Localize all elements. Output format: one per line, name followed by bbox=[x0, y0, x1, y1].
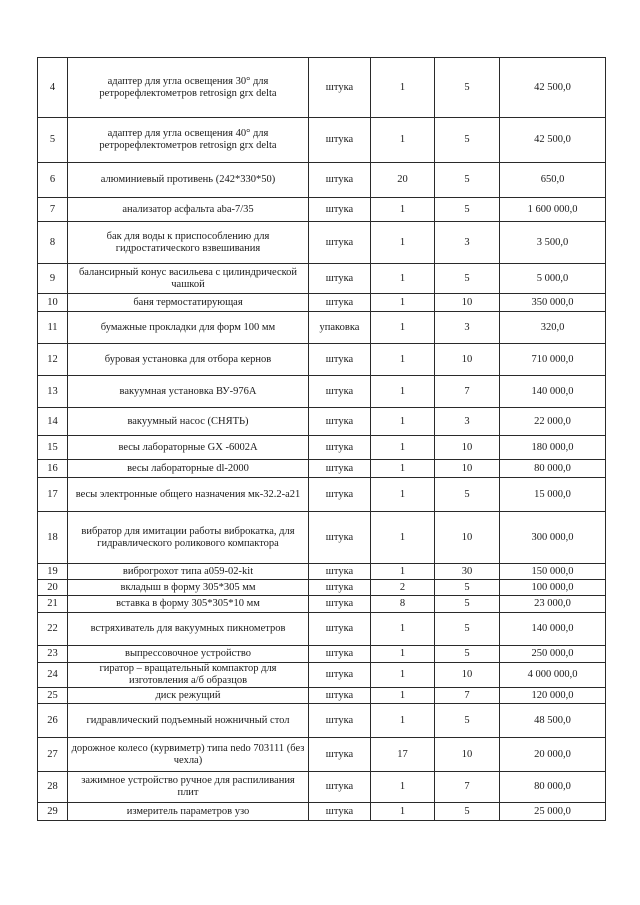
price-cell: 120 000,0 bbox=[500, 688, 606, 704]
row-number-cell: 16 bbox=[38, 460, 68, 478]
quantity-cell: 1 bbox=[371, 704, 435, 738]
table-row bbox=[38, 344, 606, 376]
price-cell: 80 000,0 bbox=[500, 460, 606, 478]
service-life-cell: 5 bbox=[435, 704, 500, 738]
quantity-cell: 1 bbox=[371, 222, 435, 264]
price-cell: 80 000,0 bbox=[500, 772, 606, 803]
quantity-cell: 1 bbox=[371, 294, 435, 312]
quantity-cell: 1 bbox=[371, 688, 435, 704]
unit-of-measure-cell: штука bbox=[309, 688, 371, 704]
unit-of-measure-cell: штука bbox=[309, 294, 371, 312]
price-cell: 22 000,0 bbox=[500, 408, 606, 436]
price-cell: 650,0 bbox=[500, 163, 606, 198]
quantity-cell: 1 bbox=[371, 264, 435, 294]
quantity-cell: 8 bbox=[371, 596, 435, 613]
row-number-cell: 21 bbox=[38, 596, 68, 613]
item-name-cell: вибратор для имитации работы виброкатка, для гидравлического роликового компактора bbox=[68, 512, 309, 564]
table-row bbox=[38, 198, 606, 222]
price-cell: 5 000,0 bbox=[500, 264, 606, 294]
table-row bbox=[38, 264, 606, 294]
unit-of-measure-cell: штука bbox=[309, 646, 371, 663]
table-row bbox=[38, 312, 606, 344]
price-cell: 20 000,0 bbox=[500, 738, 606, 772]
service-life-cell: 5 bbox=[435, 163, 500, 198]
item-name-cell: алюминиевый противень (242*330*50) bbox=[68, 163, 309, 198]
row-number-cell: 22 bbox=[38, 613, 68, 646]
table-row bbox=[38, 772, 606, 803]
price-cell: 25 000,0 bbox=[500, 803, 606, 821]
table-row bbox=[38, 436, 606, 460]
table-row bbox=[38, 294, 606, 312]
unit-of-measure-cell: штука bbox=[309, 460, 371, 478]
inventory-table-body bbox=[38, 58, 606, 821]
table-row bbox=[38, 163, 606, 198]
service-life-cell: 10 bbox=[435, 294, 500, 312]
service-life-cell: 7 bbox=[435, 772, 500, 803]
unit-of-measure-cell: штука bbox=[309, 163, 371, 198]
quantity-cell: 1 bbox=[371, 460, 435, 478]
item-name-cell: вакуумный насос (СНЯТЬ) bbox=[68, 408, 309, 436]
price-cell: 710 000,0 bbox=[500, 344, 606, 376]
item-name-cell: встряхиватель для вакуумных пикнометров bbox=[68, 613, 309, 646]
item-name-cell: весы лабораторные dl-2000 bbox=[68, 460, 309, 478]
unit-of-measure-cell: штука bbox=[309, 663, 371, 688]
service-life-cell: 5 bbox=[435, 596, 500, 613]
row-number-cell: 13 bbox=[38, 376, 68, 408]
item-name-cell: весы лабораторные GX -6002А bbox=[68, 436, 309, 460]
inventory-table bbox=[37, 57, 606, 821]
quantity-cell: 1 bbox=[371, 344, 435, 376]
item-name-cell: вакуумная установка ВУ-976А bbox=[68, 376, 309, 408]
item-name-cell: буровая установка для отбора кернов bbox=[68, 344, 309, 376]
row-number-cell: 20 bbox=[38, 580, 68, 596]
row-number-cell: 7 bbox=[38, 198, 68, 222]
quantity-cell: 1 bbox=[371, 198, 435, 222]
item-name-cell: вставка в форму 305*305*10 мм bbox=[68, 596, 309, 613]
price-cell: 4 000 000,0 bbox=[500, 663, 606, 688]
table-row bbox=[38, 460, 606, 478]
table-row bbox=[38, 646, 606, 663]
item-name-cell: адаптер для угла освещения 30° для ретрорефлектометров retrosign grx delta bbox=[68, 58, 309, 118]
unit-of-measure-cell: штука bbox=[309, 222, 371, 264]
quantity-cell: 1 bbox=[371, 118, 435, 163]
price-cell: 350 000,0 bbox=[500, 294, 606, 312]
unit-of-measure-cell: штука bbox=[309, 596, 371, 613]
row-number-cell: 4 bbox=[38, 58, 68, 118]
unit-of-measure-cell: упаковка bbox=[309, 312, 371, 344]
quantity-cell: 1 bbox=[371, 646, 435, 663]
unit-of-measure-cell: штука bbox=[309, 376, 371, 408]
unit-of-measure-cell: штука bbox=[309, 344, 371, 376]
item-name-cell: гидравлический подъемный ножничный стол bbox=[68, 704, 309, 738]
service-life-cell: 10 bbox=[435, 460, 500, 478]
service-life-cell: 10 bbox=[435, 663, 500, 688]
unit-of-measure-cell: штука bbox=[309, 118, 371, 163]
item-name-cell: адаптер для угла освещения 40° для ретрорефлектометров retrosign grx delta bbox=[68, 118, 309, 163]
price-cell: 48 500,0 bbox=[500, 704, 606, 738]
price-cell: 180 000,0 bbox=[500, 436, 606, 460]
table-row bbox=[38, 596, 606, 613]
unit-of-measure-cell: штука bbox=[309, 264, 371, 294]
quantity-cell: 1 bbox=[371, 613, 435, 646]
table-row bbox=[38, 613, 606, 646]
price-cell: 23 000,0 bbox=[500, 596, 606, 613]
price-cell: 1 600 000,0 bbox=[500, 198, 606, 222]
item-name-cell: измеритель параметров узо bbox=[68, 803, 309, 821]
table-row bbox=[38, 222, 606, 264]
table-row bbox=[38, 738, 606, 772]
row-number-cell: 17 bbox=[38, 478, 68, 512]
table-row bbox=[38, 663, 606, 688]
unit-of-measure-cell: штука bbox=[309, 408, 371, 436]
service-life-cell: 5 bbox=[435, 264, 500, 294]
row-number-cell: 8 bbox=[38, 222, 68, 264]
item-name-cell: виброгрохот типа а059-02-kit bbox=[68, 564, 309, 580]
row-number-cell: 9 bbox=[38, 264, 68, 294]
service-life-cell: 10 bbox=[435, 738, 500, 772]
unit-of-measure-cell: штука bbox=[309, 478, 371, 512]
price-cell: 320,0 bbox=[500, 312, 606, 344]
item-name-cell: балансирный конус васильева с цилиндрической чашкой bbox=[68, 264, 309, 294]
quantity-cell: 1 bbox=[371, 312, 435, 344]
unit-of-measure-cell: штука bbox=[309, 738, 371, 772]
quantity-cell: 1 bbox=[371, 512, 435, 564]
unit-of-measure-cell: штука bbox=[309, 512, 371, 564]
unit-of-measure-cell: штука bbox=[309, 198, 371, 222]
quantity-cell: 1 bbox=[371, 376, 435, 408]
table-row bbox=[38, 478, 606, 512]
service-life-cell: 5 bbox=[435, 118, 500, 163]
row-number-cell: 26 bbox=[38, 704, 68, 738]
service-life-cell: 7 bbox=[435, 376, 500, 408]
quantity-cell: 1 bbox=[371, 803, 435, 821]
service-life-cell: 10 bbox=[435, 512, 500, 564]
quantity-cell: 1 bbox=[371, 478, 435, 512]
item-name-cell: весы электронные общего назначения мк-32.2-а21 bbox=[68, 478, 309, 512]
unit-of-measure-cell: штука bbox=[309, 803, 371, 821]
row-number-cell: 14 bbox=[38, 408, 68, 436]
table-row bbox=[38, 803, 606, 821]
quantity-cell: 1 bbox=[371, 564, 435, 580]
price-cell: 150 000,0 bbox=[500, 564, 606, 580]
unit-of-measure-cell: штука bbox=[309, 58, 371, 118]
quantity-cell: 17 bbox=[371, 738, 435, 772]
item-name-cell: гиратор – вращательный компактор для изготовления а/б образцов bbox=[68, 663, 309, 688]
service-life-cell: 10 bbox=[435, 344, 500, 376]
item-name-cell: зажимное устройство ручное для распиливания плит bbox=[68, 772, 309, 803]
service-life-cell: 3 bbox=[435, 408, 500, 436]
price-cell: 15 000,0 bbox=[500, 478, 606, 512]
unit-of-measure-cell: штука bbox=[309, 613, 371, 646]
unit-of-measure-cell: штука bbox=[309, 436, 371, 460]
row-number-cell: 29 bbox=[38, 803, 68, 821]
price-cell: 300 000,0 bbox=[500, 512, 606, 564]
service-life-cell: 5 bbox=[435, 478, 500, 512]
table-row bbox=[38, 58, 606, 118]
row-number-cell: 12 bbox=[38, 344, 68, 376]
row-number-cell: 25 bbox=[38, 688, 68, 704]
price-cell: 140 000,0 bbox=[500, 376, 606, 408]
table-row bbox=[38, 512, 606, 564]
item-name-cell: бумажные прокладки для форм 100 мм bbox=[68, 312, 309, 344]
price-cell: 140 000,0 bbox=[500, 613, 606, 646]
table-row bbox=[38, 688, 606, 704]
quantity-cell: 1 bbox=[371, 772, 435, 803]
item-name-cell: вкладыш в форму 305*305 мм bbox=[68, 580, 309, 596]
quantity-cell: 1 bbox=[371, 58, 435, 118]
service-life-cell: 3 bbox=[435, 312, 500, 344]
row-number-cell: 19 bbox=[38, 564, 68, 580]
quantity-cell: 1 bbox=[371, 408, 435, 436]
item-name-cell: анализатор асфальта aba-7/35 bbox=[68, 198, 309, 222]
row-number-cell: 18 bbox=[38, 512, 68, 564]
table-row bbox=[38, 376, 606, 408]
row-number-cell: 6 bbox=[38, 163, 68, 198]
item-name-cell: баня термостатирующая bbox=[68, 294, 309, 312]
quantity-cell: 1 bbox=[371, 663, 435, 688]
price-cell: 100 000,0 bbox=[500, 580, 606, 596]
unit-of-measure-cell: штука bbox=[309, 564, 371, 580]
service-life-cell: 5 bbox=[435, 613, 500, 646]
quantity-cell: 1 bbox=[371, 436, 435, 460]
table-row bbox=[38, 704, 606, 738]
price-cell: 3 500,0 bbox=[500, 222, 606, 264]
item-name-cell: выпрессовочное устройство bbox=[68, 646, 309, 663]
row-number-cell: 5 bbox=[38, 118, 68, 163]
quantity-cell: 2 bbox=[371, 580, 435, 596]
service-life-cell: 5 bbox=[435, 803, 500, 821]
item-name-cell: диск режущий bbox=[68, 688, 309, 704]
table-row bbox=[38, 580, 606, 596]
table-row bbox=[38, 408, 606, 436]
quantity-cell: 20 bbox=[371, 163, 435, 198]
service-life-cell: 5 bbox=[435, 58, 500, 118]
row-number-cell: 23 bbox=[38, 646, 68, 663]
price-cell: 42 500,0 bbox=[500, 58, 606, 118]
row-number-cell: 27 bbox=[38, 738, 68, 772]
unit-of-measure-cell: штука bbox=[309, 580, 371, 596]
item-name-cell: бак для воды к приспособлению для гидростатического взвешивания bbox=[68, 222, 309, 264]
row-number-cell: 24 bbox=[38, 663, 68, 688]
service-life-cell: 10 bbox=[435, 436, 500, 460]
price-cell: 250 000,0 bbox=[500, 646, 606, 663]
unit-of-measure-cell: штука bbox=[309, 772, 371, 803]
table-row bbox=[38, 118, 606, 163]
item-name-cell: дорожное колесо (курвиметр) типа nedo 703111 (без чехла) bbox=[68, 738, 309, 772]
row-number-cell: 28 bbox=[38, 772, 68, 803]
row-number-cell: 10 bbox=[38, 294, 68, 312]
row-number-cell: 11 bbox=[38, 312, 68, 344]
service-life-cell: 30 bbox=[435, 564, 500, 580]
service-life-cell: 5 bbox=[435, 646, 500, 663]
service-life-cell: 3 bbox=[435, 222, 500, 264]
service-life-cell: 5 bbox=[435, 198, 500, 222]
row-number-cell: 15 bbox=[38, 436, 68, 460]
service-life-cell: 7 bbox=[435, 688, 500, 704]
table-row bbox=[38, 564, 606, 580]
unit-of-measure-cell: штука bbox=[309, 704, 371, 738]
price-cell: 42 500,0 bbox=[500, 118, 606, 163]
service-life-cell: 5 bbox=[435, 580, 500, 596]
